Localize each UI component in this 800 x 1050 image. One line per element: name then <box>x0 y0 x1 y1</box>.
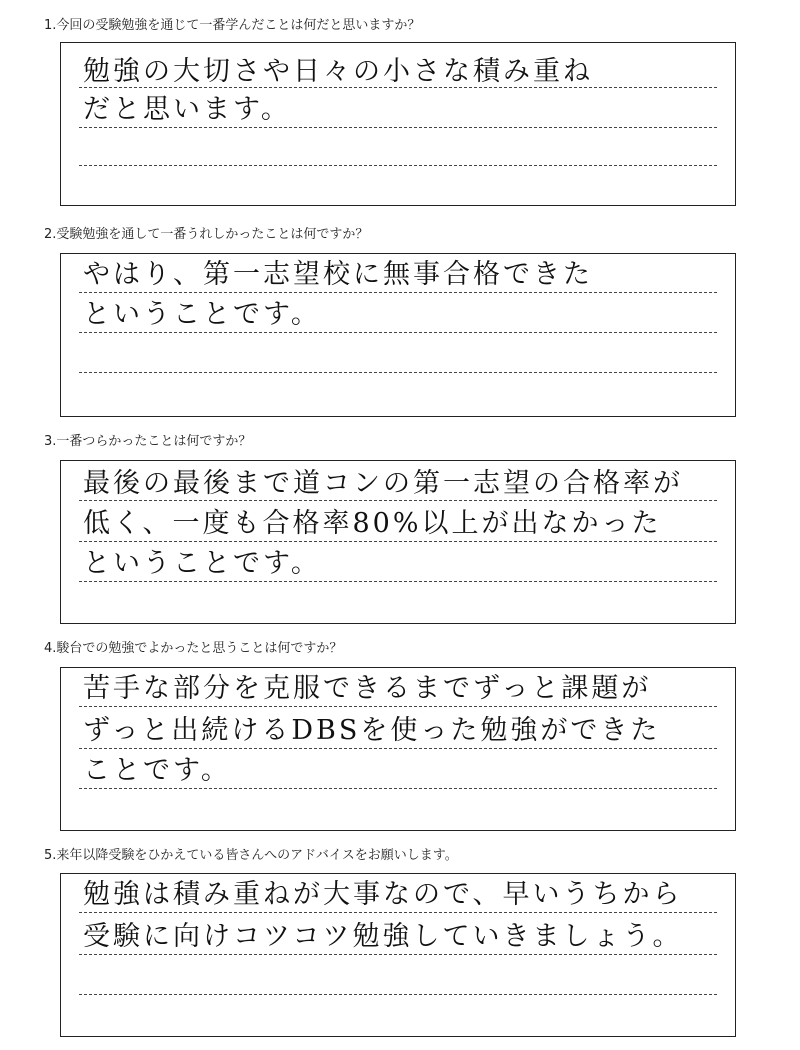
rule-line <box>79 706 717 707</box>
answer-1-line-1: 勉強の大切さや日々の小さな積み重ね <box>83 56 593 87</box>
rule-line <box>79 87 717 88</box>
answer-3-line-1: 最後の最後まで道コンの第一志望の合格率が <box>83 468 683 499</box>
rule-line <box>79 165 717 166</box>
answer-3-line-2: 低く、一度も合格率80%以上が出なかった <box>83 508 662 539</box>
question-4: 4.駿台での勉強でよかったと思うことは何ですか？ <box>44 641 343 656</box>
answer-4-line-1: 苦手な部分を克服できるまでずっと課題が <box>83 673 652 704</box>
answer-box-3 <box>60 460 736 624</box>
answer-box-5 <box>60 873 736 1037</box>
answer-box-4 <box>60 667 736 831</box>
rule-line <box>79 372 717 373</box>
question-5: 5.来年以降受験をひかえている皆さんへのアドバイスをお願いします。 <box>44 848 458 863</box>
rule-line <box>79 912 717 913</box>
answer-2-line-1: やはり、第一志望校に無事合格できた <box>83 259 593 290</box>
answer-5-line-2: 受験に向けコツコツ勉強していきましょう。 <box>83 921 683 952</box>
rule-line <box>79 541 717 542</box>
rule-line <box>79 994 717 995</box>
rule-line <box>79 581 717 582</box>
answer-2-line-2: ということです。 <box>83 299 321 330</box>
answer-5-line-1: 勉強は積み重ねが大事なので、早いうちから <box>83 879 683 910</box>
question-3: 3.一番つらかったことは何ですか？ <box>44 434 252 449</box>
rule-line <box>79 127 717 128</box>
rule-line <box>79 332 717 333</box>
question-1: 1.今回の受験勉強を通じて一番学んだことは何だと思いますか？ <box>44 18 421 33</box>
rule-line <box>79 748 717 749</box>
rule-line <box>79 292 717 293</box>
answer-4-line-2: ずっと出続けるDBSを使った勉強ができた <box>83 715 661 746</box>
question-2: 2.受験勉強を通して一番うれしかったことは何ですか？ <box>44 227 369 242</box>
rule-line <box>79 954 717 955</box>
answer-box-2 <box>60 253 736 417</box>
rule-line <box>79 788 717 789</box>
answer-1-line-2: だと思います。 <box>83 94 291 125</box>
rule-line <box>79 500 717 501</box>
answer-4-line-3: ことです。 <box>83 755 231 786</box>
answer-box-1 <box>60 42 736 206</box>
answer-3-line-3: ということです。 <box>83 548 321 579</box>
